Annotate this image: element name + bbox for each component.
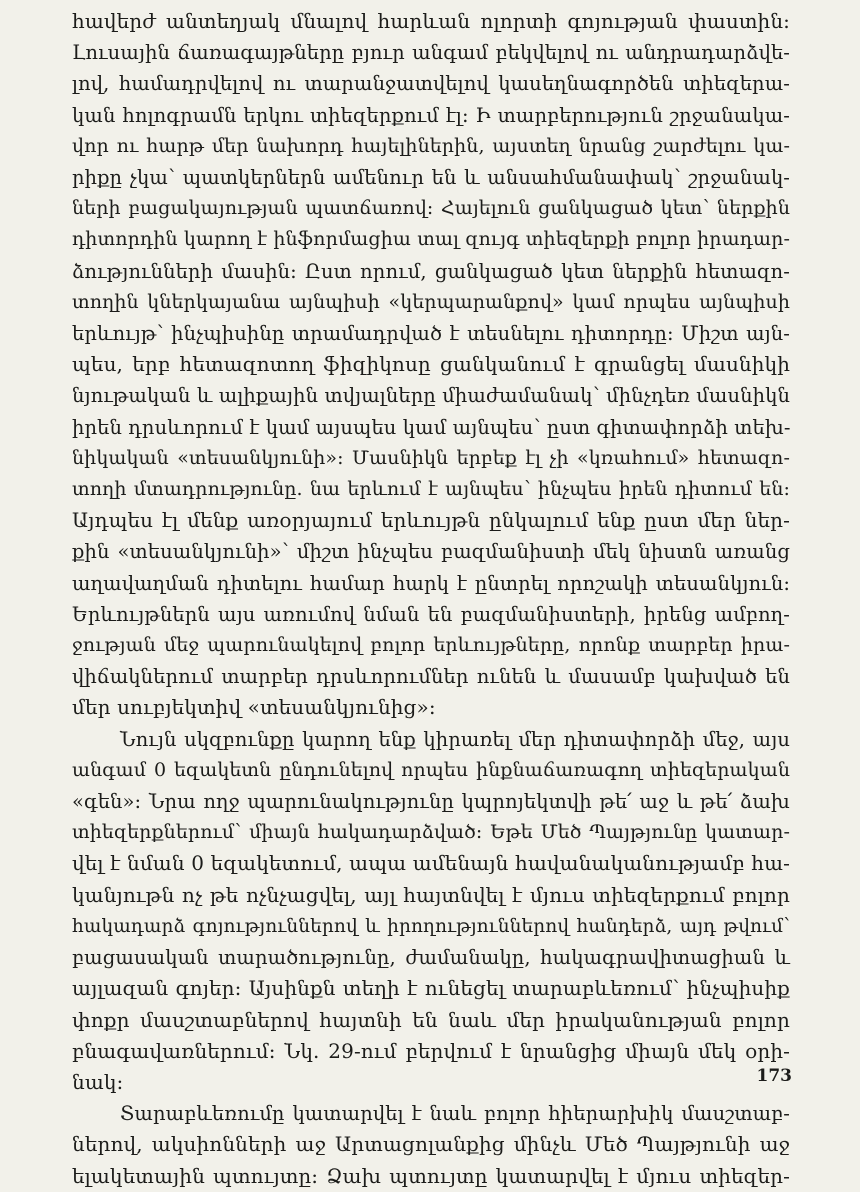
text-line: վել է նման 0 եզակետում, ապա ամենայն հավանականությամբ հա- (72, 851, 790, 876)
text-line: վոր ու հարթ մեր նախորդ հայելիներին, այստեղ նրանց շարժելու կա- (72, 134, 790, 157)
text-line: րիքը չկա՝ պատկերներն ամենուր են և անսահմանափակ՝ շրջանակ- (72, 166, 790, 190)
text-line: Նույն սկզբունքը կարող ենք կիրառել մեր դիտափորձի մեջ, այս (120, 727, 790, 751)
page-text-block (72, 6, 791, 1188)
text-line: ներով, ակսիոնների աջ Արտացոլանքից մինչև Մեծ Պայթյունի աջ (72, 1132, 790, 1157)
text-line: Այդպես էլ մենք առօրյայում երևույթն ընկալում ենք ըստ մեր ներ- (72, 508, 790, 533)
text-line: մեր սուբյեկտիվ «տեսանկյունից»: (72, 695, 436, 720)
text-line: Լուսային ճառագայթները բյուր անգամ բեկվելով ու անդրադարձվե- (72, 41, 790, 65)
text-line: հավերժ անտեղյակ մնալով հարևան ոլորտի գոյության փաստին: (72, 9, 790, 33)
text-line: կան հոլոգրամն երկու տիեզերքում էլ: Ի տարբերություն շրջանակա- (72, 103, 790, 127)
text-line: նյութական և ալիքային տվյալները միաժամանակ՝ մինչդեռ մասնիկն (72, 384, 790, 408)
text-line: դիտորդին կարող է ինֆորմացիա տալ զույգ տիեզերքի բոլոր իրադար- (72, 228, 790, 251)
text-line: նակ: (72, 1069, 124, 1094)
text-line: ելակետային պտույտը: Ձախ պտույտը կատարվել է մյուս տիեզեր- (72, 1163, 790, 1188)
paragraph (72, 724, 790, 1098)
text-line: բնագավառներում: Նկ. 29-ում բերվում է նրանցից միայն մեկ օրի- (72, 1038, 790, 1063)
paragraph (72, 1098, 790, 1192)
text-line: տողին կներկայանա այնպիսի «կերպարանքով» կամ որպես այնպիսի (72, 290, 790, 313)
text-line: երևույթ՝ ինչպիսինը տրամադրված է տեսնելու դիտորդը: Միշտ այն- (72, 322, 790, 346)
text-line: Երևույթներն այս առումով նման են բազմանիստերի, իրենց ամբող- (72, 602, 790, 626)
text-line: հակադարձ գոյություններով և իրողություններով հանդերձ, այդ թվում՝ (72, 915, 790, 937)
text-line: ջության մեջ պարունակելով բոլոր երևույթները, որոնք տարբեր իրա- (72, 634, 790, 657)
body-text (72, 6, 790, 1192)
text-line: ների բացակայության պատճառով: Հայելուն ցանկացած կետ՝ ներքին (72, 197, 790, 220)
text-line: Տարաբևեռումը կատարվել է նաև բոլոր հիերարխիկ մասշտաբ- (120, 1102, 790, 1126)
text-line: տիեզերքներում՝ միայն հակադարձված: Եթե Մեծ Պայթյունը կատար- (72, 821, 790, 844)
text-line: լով, համադրվելով ու տարանջատվելով կասեղնագործեն տիեզերա- (72, 72, 790, 96)
text-line: աղավաղման դիտելու համար հարկ է ընտրել որոշակի տեսանկյուն: (72, 571, 790, 595)
text-line: նիկական «տեսանկյունի»: Մասնիկն երբեք էլ չի «կռահում» հետազո- (72, 446, 790, 469)
text-line: փոքր մասշտաբներով հայտնի են նաև մեր իրականության բոլոր (72, 1007, 790, 1032)
text-line: վիճակներում տարբեր դրսևորումներ ունեն և մասամբ կախված են (72, 665, 790, 689)
text-line: «գեն»: Նրա ողջ պարունակությունը կպրոյեկտվի թե՛ աջ և թե՛ ձախ (72, 790, 790, 814)
text-line: կանյութն ոչ թե ոչնչացվել, այլ հայտնվել է մյուս տիեզերքում բոլոր (72, 882, 790, 907)
page-number: 173 (756, 1066, 792, 1086)
text-line: պես, երբ հետազոտող ֆիզիկոսը ցանկանում է գրանցել մասնիկի (72, 352, 790, 377)
text-line: տողի մտադրությունը. նա երևում է այնպես՝ ինչպես իրեն դիտում են: (72, 478, 790, 501)
text-line: ձությունների մասին: Ըստ որում, ցանկացած կետ ներքին հետազո- (72, 259, 790, 283)
text-line: իրեն դրսևորում է կամ այսպես կամ այնպես՝ ըստ գիտափորձի տեխ- (72, 415, 791, 439)
text-line: անգամ 0 եզակետն ընդունելով որպես ինքնաճառագող տիեզերական (72, 758, 790, 781)
paragraph (72, 6, 790, 724)
text-line: այլազան գոյեր: Այսինքն տեղի է ունեցել տարաբևեռում՝ ինչպիսիք (72, 976, 790, 1001)
text-line: բացասական տարածությունը, ժամանակը, հակագրավիտացիան և (72, 946, 790, 970)
text-line: քին «տեսանկյունի»՝ միշտ ինչպես բազմանիստի մեկ նիստն առանց (72, 540, 790, 564)
